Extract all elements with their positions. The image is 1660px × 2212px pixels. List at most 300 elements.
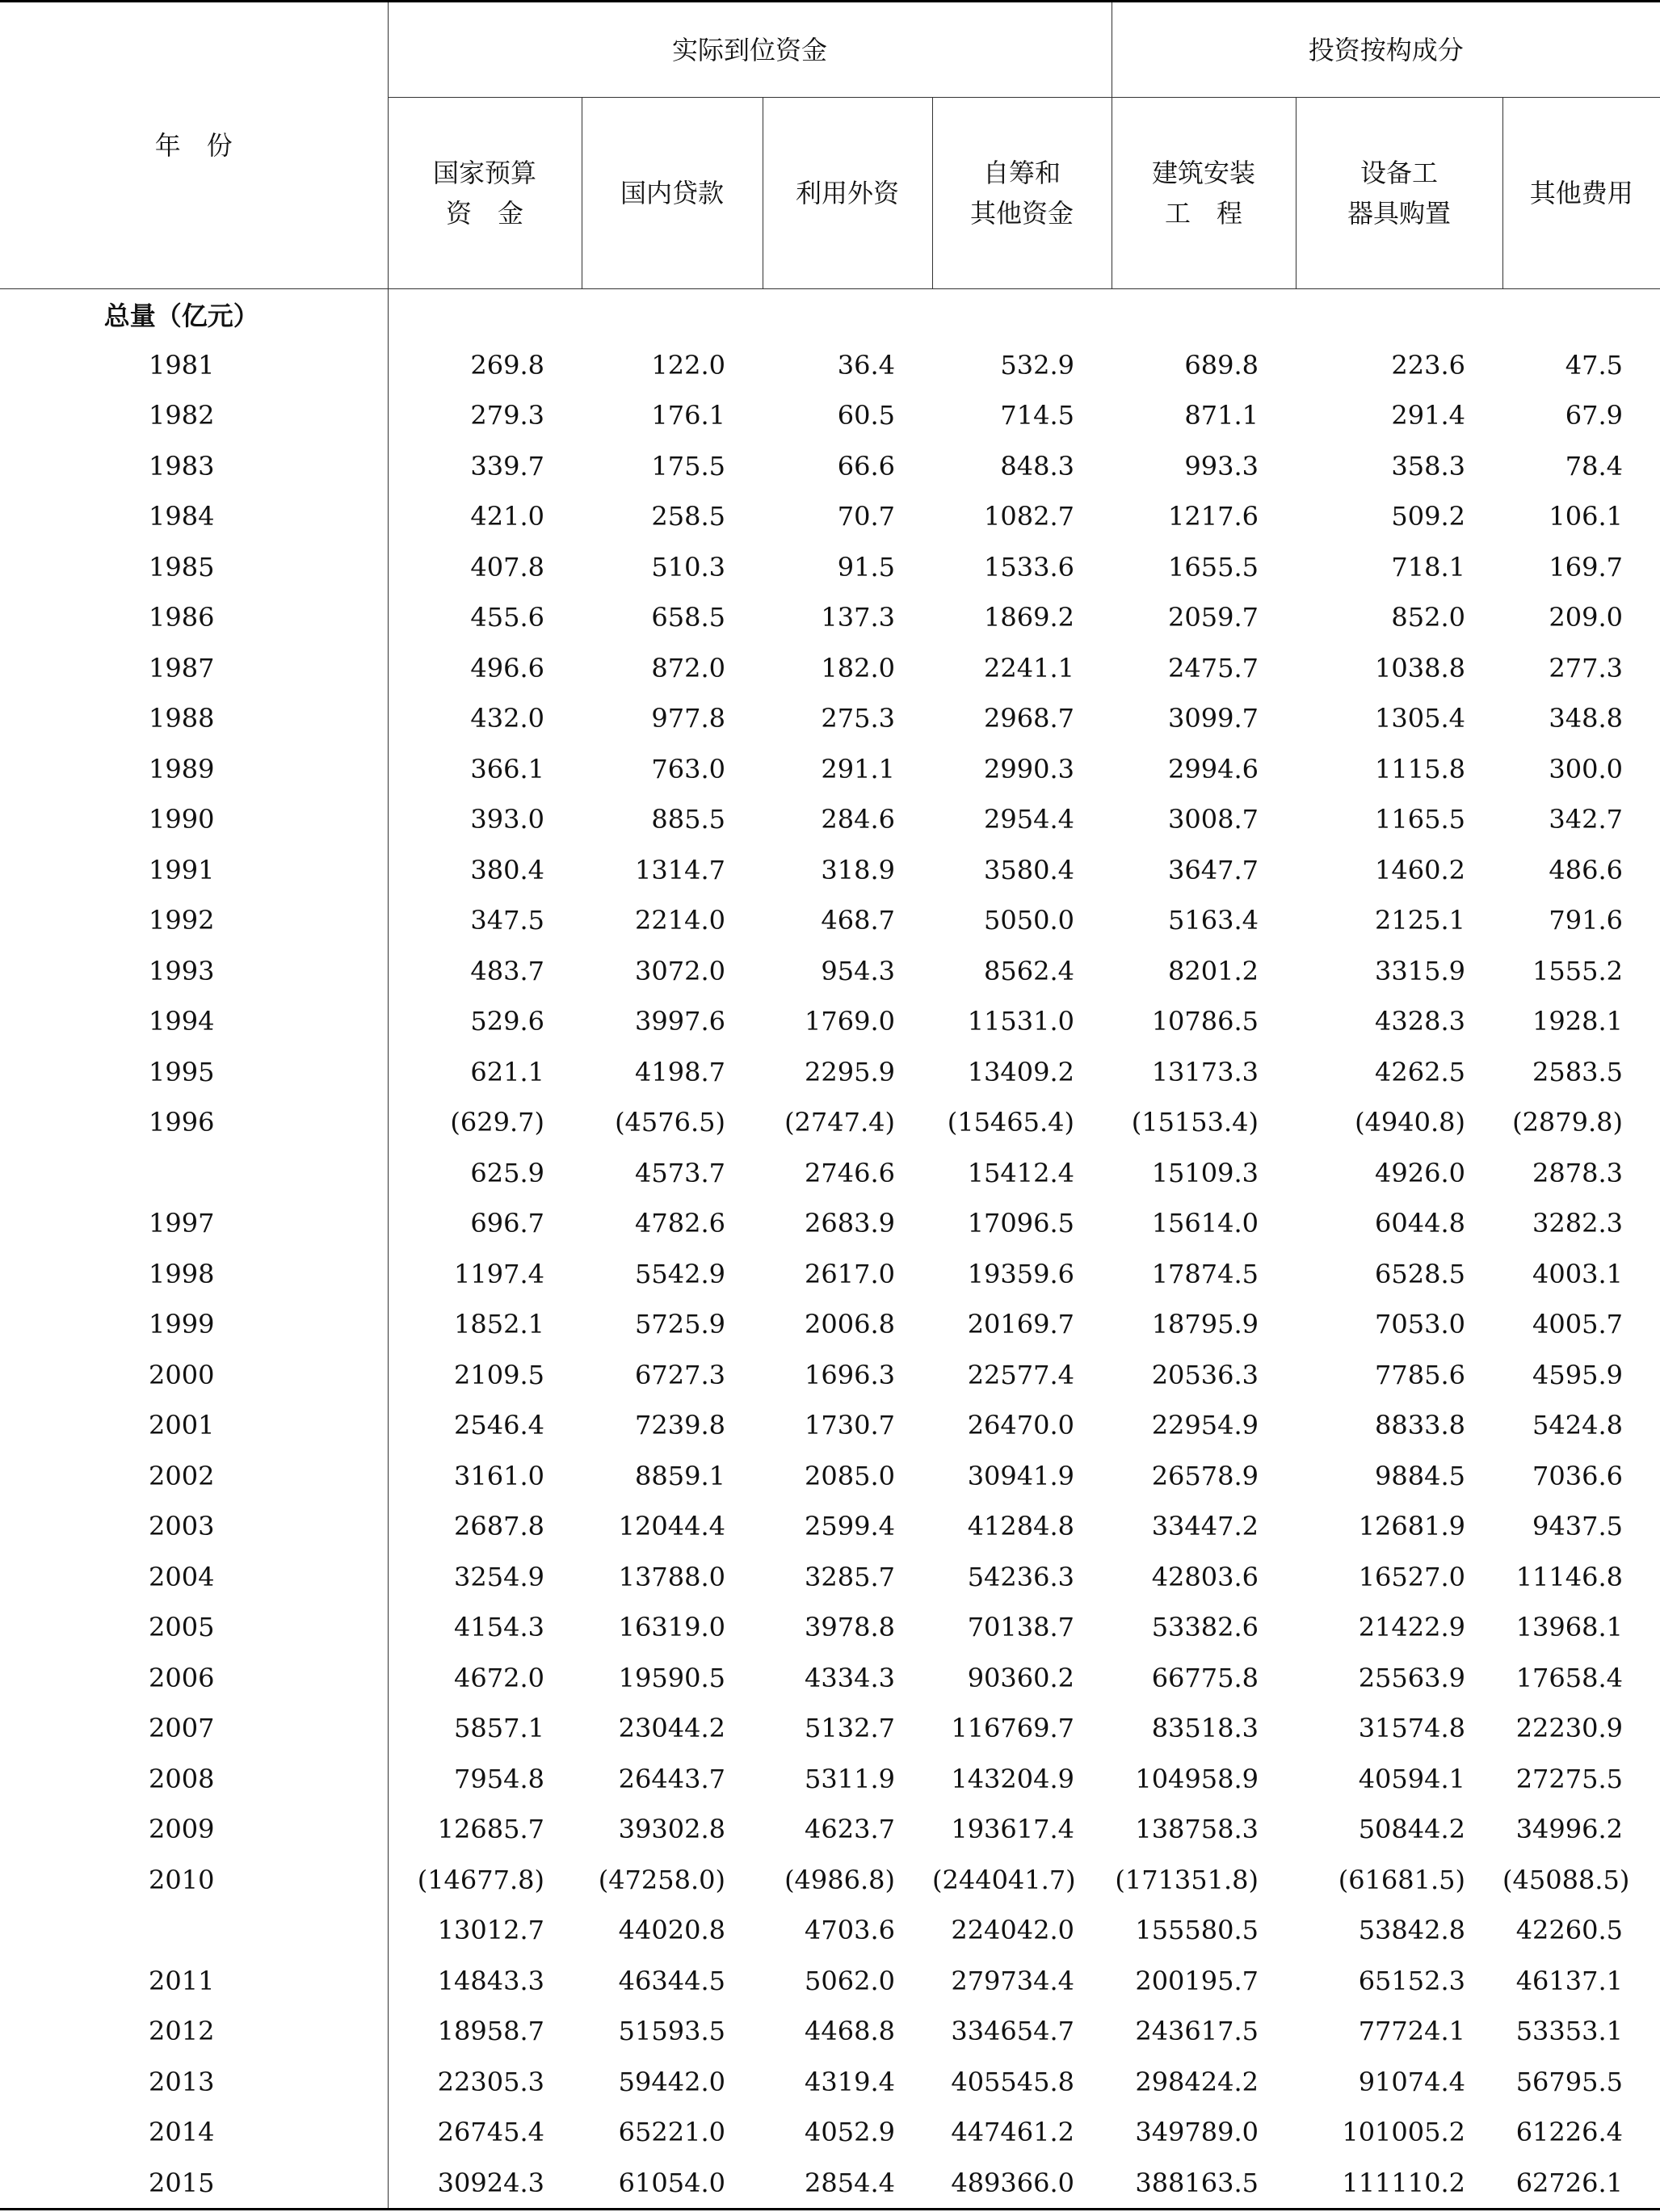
value-cell: 358.3 (1391, 450, 1466, 482)
table-row (0, 1350, 1660, 1401)
value-cell: 3254.9 (454, 1561, 544, 1592)
year-cell: 1996 (0, 1097, 388, 1148)
value-cell: 1555.2 (1532, 955, 1624, 986)
value-cell: 5857.1 (454, 1713, 544, 1744)
value-cell: 4003.1 (1532, 1258, 1624, 1289)
table-row (0, 1602, 1660, 1653)
value-cell: 2617.0 (805, 1258, 895, 1289)
value-cell: (244041.7) (932, 1864, 1076, 1895)
value-cell: 2878.3 (1532, 1157, 1624, 1188)
value-cell: 4672.0 (454, 1662, 544, 1693)
value-cell: 3282.3 (1532, 1208, 1624, 1239)
value-cell: 26578.9 (1151, 1460, 1259, 1491)
value-cell: 30941.9 (967, 1460, 1075, 1491)
value-cell: 53382.6 (1151, 1612, 1259, 1643)
column-header-line: 资 金 (445, 198, 523, 229)
value-cell: 65152.3 (1358, 1965, 1466, 1996)
value-cell: 5542.9 (635, 1258, 725, 1289)
value-cell: 2954.4 (984, 804, 1075, 835)
column-header-line: 工 程 (1165, 198, 1243, 229)
year-cell: 2015 (0, 2158, 388, 2210)
value-cell: (4576.5) (615, 1107, 725, 1138)
value-cell: 70138.7 (967, 1612, 1075, 1643)
value-cell: 1165.5 (1375, 804, 1466, 835)
value-cell: 269.8 (470, 349, 544, 381)
value-cell: 223.6 (1391, 349, 1466, 381)
value-cell: 2295.9 (805, 1056, 895, 1087)
year-cell: 1987 (0, 643, 388, 694)
value-cell: 2854.4 (805, 2167, 895, 2198)
value-cell: 347.5 (470, 905, 544, 936)
value-cell: 3647.7 (1168, 854, 1259, 885)
value-cell: 5311.9 (805, 1763, 895, 1794)
value-cell: 1314.7 (635, 854, 725, 885)
value-cell: 4319.4 (805, 2066, 895, 2097)
value-cell: 1197.4 (454, 1258, 544, 1289)
table-row (0, 946, 1660, 997)
column-header (1296, 98, 1502, 289)
value-cell: 13968.1 (1515, 1612, 1624, 1643)
value-cell: 243617.5 (1135, 2016, 1259, 2047)
value-cell: 852.0 (1391, 602, 1466, 633)
empty-cell (763, 289, 932, 340)
value-cell: 9884.5 (1375, 1460, 1466, 1491)
table-row (0, 1047, 1660, 1098)
value-cell: 468.7 (821, 905, 895, 936)
value-cell: 791.6 (1549, 905, 1624, 936)
value-cell: 6727.3 (635, 1359, 725, 1390)
value-cell: 349789.0 (1135, 2117, 1259, 2148)
value-cell: 284.6 (821, 804, 895, 835)
value-cell: 19590.5 (618, 1662, 725, 1693)
value-cell: 510.3 (651, 551, 725, 582)
value-cell: 13788.0 (618, 1561, 725, 1592)
value-cell: 56795.5 (1515, 2066, 1624, 2097)
value-cell: 1082.7 (984, 501, 1075, 532)
year-cell: 1995 (0, 1047, 388, 1098)
value-cell: 848.3 (1000, 450, 1075, 482)
column-header-line: 利用外资 (795, 178, 899, 208)
column-header-line: 国内贷款 (620, 178, 724, 208)
table-row (0, 744, 1660, 795)
value-cell: 871.1 (1184, 400, 1259, 431)
value-cell: 366.1 (470, 753, 544, 784)
value-cell: 318.9 (821, 854, 895, 885)
value-cell: 6528.5 (1375, 1258, 1466, 1289)
value-cell: 176.1 (651, 400, 725, 431)
value-cell: 54236.3 (967, 1561, 1075, 1592)
value-cell: 17096.5 (967, 1208, 1075, 1239)
value-cell: 20536.3 (1151, 1359, 1259, 1390)
value-cell: 532.9 (1000, 349, 1075, 381)
value-cell: 2994.6 (1168, 753, 1259, 784)
year-cell: 1999 (0, 1299, 388, 1350)
year-cell: 2009 (0, 1804, 388, 1855)
value-cell: (15153.4) (1131, 1107, 1259, 1138)
value-cell: 44020.8 (618, 1915, 725, 1946)
year-cell: 2000 (0, 1350, 388, 1401)
column-header (763, 98, 932, 289)
table-row (0, 996, 1660, 1047)
year-cell: 2011 (0, 1956, 388, 2007)
value-cell: 509.2 (1391, 501, 1466, 532)
value-cell: 66775.8 (1151, 1662, 1259, 1693)
value-cell: 7954.8 (454, 1763, 544, 1794)
value-cell: 12681.9 (1358, 1511, 1466, 1542)
value-cell: (2879.8) (1512, 1107, 1624, 1138)
value-cell: 17874.5 (1151, 1258, 1259, 1289)
year-cell: 1993 (0, 946, 388, 997)
value-cell: 122.0 (651, 349, 725, 381)
value-cell: 33447.2 (1151, 1511, 1259, 1542)
value-cell: 388163.5 (1135, 2167, 1259, 2198)
year-cell: 2003 (0, 1501, 388, 1552)
value-cell: 4595.9 (1532, 1359, 1624, 1390)
value-cell: 279.3 (470, 400, 544, 431)
value-cell: 8859.1 (635, 1460, 725, 1491)
value-cell: 714.5 (1000, 400, 1075, 431)
value-cell: 4154.3 (454, 1612, 544, 1643)
empty-cell (388, 289, 582, 340)
value-cell: 70.7 (837, 501, 895, 532)
value-cell: 12044.4 (618, 1511, 725, 1542)
value-cell: 42803.6 (1151, 1561, 1259, 1592)
value-cell: 291.1 (821, 753, 895, 784)
table-body (0, 289, 1660, 2210)
value-cell: 2599.4 (805, 1511, 895, 1542)
value-cell: 5050.0 (984, 905, 1075, 936)
value-cell: 432.0 (470, 703, 544, 734)
year-cell: 1998 (0, 1249, 388, 1300)
value-cell: 763.0 (651, 753, 725, 784)
value-cell: 15614.0 (1151, 1208, 1259, 1239)
value-cell: 175.5 (651, 450, 725, 482)
value-cell: 39302.8 (618, 1814, 725, 1845)
value-cell: 22954.9 (1151, 1410, 1259, 1441)
year-cell: 2012 (0, 2006, 388, 2057)
value-cell: 1869.2 (984, 602, 1075, 633)
table-row (0, 2107, 1660, 2158)
column-header (932, 98, 1112, 289)
value-cell: 137.3 (821, 602, 895, 633)
value-cell: 104958.9 (1135, 1763, 1259, 1794)
value-cell: 380.4 (470, 854, 544, 885)
table-row (0, 1804, 1660, 1855)
value-cell: 182.0 (821, 652, 895, 683)
value-cell: 4005.7 (1532, 1309, 1624, 1340)
group-header-composition: 投资按构成分 (1112, 2, 1660, 98)
value-cell: 496.6 (470, 652, 544, 683)
value-cell: 455.6 (470, 602, 544, 633)
value-cell: 106.1 (1549, 501, 1624, 532)
table-row (0, 1400, 1660, 1451)
year-cell: 1991 (0, 845, 388, 896)
value-cell: 169.7 (1549, 551, 1624, 582)
value-cell: 3978.8 (805, 1612, 895, 1643)
value-cell: 2006.8 (805, 1309, 895, 1340)
table-row (0, 1097, 1660, 1148)
value-cell: 67.9 (1565, 400, 1624, 431)
value-cell: 4198.7 (635, 1056, 725, 1087)
value-cell: 405545.8 (951, 2066, 1075, 2097)
value-cell: 621.1 (470, 1056, 544, 1087)
value-cell: 2241.1 (984, 652, 1075, 683)
value-cell: 2968.7 (984, 703, 1075, 734)
value-cell: 2683.9 (805, 1208, 895, 1239)
value-cell: 25563.9 (1358, 1662, 1466, 1693)
value-cell: 5062.0 (805, 1965, 895, 1996)
value-cell: 15412.4 (967, 1157, 1075, 1188)
value-cell: 138758.3 (1135, 1814, 1259, 1845)
value-cell: 1928.1 (1532, 1006, 1624, 1037)
year-cell: 1985 (0, 542, 388, 593)
value-cell: 46137.1 (1515, 1965, 1624, 1996)
value-cell: 16527.0 (1358, 1561, 1466, 1592)
value-cell: 348.8 (1549, 703, 1624, 734)
table-row (0, 895, 1660, 946)
year-cell: 1990 (0, 794, 388, 845)
value-cell: 4334.3 (805, 1662, 895, 1693)
value-cell: 193617.4 (951, 1814, 1075, 1845)
value-cell: 2746.6 (805, 1157, 895, 1188)
table-row (0, 845, 1660, 896)
value-cell: 20169.7 (967, 1309, 1075, 1340)
year-cell (0, 1148, 388, 1199)
table-row (0, 693, 1660, 744)
table-row (0, 1653, 1660, 1704)
table-row (0, 794, 1660, 845)
value-cell: 2475.7 (1168, 652, 1259, 683)
value-cell: 298424.2 (1135, 2066, 1259, 2097)
table-row (0, 441, 1660, 492)
value-cell: 529.6 (470, 1006, 544, 1037)
value-cell: 7785.6 (1375, 1359, 1466, 1390)
value-cell: 489366.0 (951, 2167, 1075, 2198)
value-cell: 4262.5 (1375, 1056, 1466, 1087)
year-cell: 2014 (0, 2107, 388, 2158)
value-cell: 41284.8 (967, 1511, 1075, 1542)
value-cell: 42260.5 (1515, 1915, 1624, 1946)
value-cell: 2990.3 (984, 753, 1075, 784)
year-cell: 2008 (0, 1754, 388, 1805)
value-cell: 36.4 (837, 349, 895, 381)
table-row (0, 2057, 1660, 2108)
table-row (0, 1754, 1660, 1805)
value-cell: 61226.4 (1515, 2117, 1624, 2148)
table-row (0, 1956, 1660, 2007)
value-cell: 11531.0 (967, 1006, 1075, 1037)
value-cell: 2109.5 (454, 1359, 544, 1390)
value-cell: 18958.7 (437, 2016, 544, 2047)
value-cell: 23044.2 (618, 1713, 725, 1744)
value-cell: 13012.7 (437, 1915, 544, 1946)
value-cell: 6044.8 (1375, 1208, 1466, 1239)
value-cell: 12685.7 (437, 1814, 544, 1845)
value-cell: 279734.4 (951, 1965, 1075, 1996)
value-cell: 116769.7 (951, 1713, 1075, 1744)
table-row (0, 2158, 1660, 2210)
value-cell: 59442.0 (618, 2066, 725, 2097)
value-cell: 91.5 (837, 551, 895, 582)
year-cell: 2006 (0, 1653, 388, 1704)
value-cell: 5424.8 (1532, 1410, 1624, 1441)
table-row (0, 1299, 1660, 1350)
value-cell: 5132.7 (805, 1713, 895, 1744)
value-cell: 4052.9 (805, 2117, 895, 2148)
value-cell: 3099.7 (1168, 703, 1259, 734)
year-cell: 2004 (0, 1552, 388, 1603)
section-label: 总量（亿元） (0, 289, 388, 340)
value-cell: 4468.8 (805, 2016, 895, 2047)
value-cell: 3008.7 (1168, 804, 1259, 835)
value-cell: 2125.1 (1375, 905, 1466, 936)
year-cell: 2013 (0, 2057, 388, 2108)
year-cell: 2002 (0, 1451, 388, 1502)
value-cell: 334654.7 (951, 2016, 1075, 2047)
value-cell: 91074.4 (1358, 2066, 1466, 2097)
value-cell: (2747.4) (784, 1107, 895, 1138)
value-cell: 339.7 (470, 450, 544, 482)
value-cell: (15465.4) (947, 1107, 1075, 1138)
year-cell: 1986 (0, 592, 388, 643)
column-header-line: 其他费用 (1529, 178, 1633, 208)
value-cell: (47258.0) (598, 1864, 725, 1895)
table-row (0, 1148, 1660, 1199)
value-cell: 1217.6 (1168, 501, 1259, 532)
table-row (0, 491, 1660, 542)
column-header-line: 其他资金 (970, 198, 1074, 229)
value-cell: 2687.8 (454, 1511, 544, 1542)
value-cell: 53842.8 (1358, 1915, 1466, 1946)
table-row (0, 1905, 1660, 1956)
value-cell: 277.3 (1549, 652, 1624, 683)
value-cell: 78.4 (1565, 450, 1624, 482)
value-cell: 66.6 (837, 450, 895, 482)
value-cell: 696.7 (470, 1208, 544, 1239)
column-header (388, 98, 582, 289)
value-cell: 16319.0 (618, 1612, 725, 1643)
table-row (0, 1552, 1660, 1603)
value-cell: 1460.2 (1375, 854, 1466, 885)
value-cell: 4328.3 (1375, 1006, 1466, 1037)
value-cell: 1769.0 (805, 1006, 895, 1037)
value-cell: 407.8 (470, 551, 544, 582)
value-cell: 40594.1 (1358, 1763, 1466, 1794)
value-cell: (4940.8) (1355, 1107, 1466, 1138)
table-row (0, 1501, 1660, 1552)
value-cell: 9437.5 (1532, 1511, 1624, 1542)
value-cell: 1038.8 (1375, 652, 1466, 683)
table-row (0, 1451, 1660, 1502)
value-cell: 34996.2 (1515, 1814, 1624, 1845)
value-cell: (14677.8) (417, 1864, 544, 1895)
value-cell: 143204.9 (951, 1763, 1075, 1794)
value-cell: 342.7 (1549, 804, 1624, 835)
value-cell: 77724.1 (1358, 2016, 1466, 2047)
column-header (1112, 98, 1296, 289)
value-cell: 2583.5 (1532, 1056, 1624, 1087)
table-row (0, 592, 1660, 643)
value-cell: 3997.6 (635, 1006, 725, 1037)
value-cell: 3161.0 (454, 1460, 544, 1491)
value-cell: 21422.9 (1358, 1612, 1466, 1643)
value-cell: 60.5 (837, 400, 895, 431)
table-row (0, 390, 1660, 441)
value-cell: 5163.4 (1168, 905, 1259, 936)
value-cell: 483.7 (470, 955, 544, 986)
column-header-line: 国家预算 (432, 158, 536, 188)
value-cell: 977.8 (651, 703, 725, 734)
table-row (0, 1198, 1660, 1249)
value-cell: 31574.8 (1358, 1713, 1466, 1744)
value-cell: 13173.3 (1151, 1056, 1259, 1087)
value-cell: 13409.2 (967, 1056, 1075, 1087)
value-cell: 26470.0 (967, 1410, 1075, 1441)
value-cell: 4623.7 (805, 1814, 895, 1845)
value-cell: 46344.5 (618, 1965, 725, 1996)
table-row (0, 643, 1660, 694)
value-cell: 47.5 (1565, 349, 1624, 381)
value-cell: 209.0 (1549, 602, 1624, 633)
value-cell: 4926.0 (1375, 1157, 1466, 1188)
value-cell: 83518.3 (1151, 1713, 1259, 1744)
value-cell: 2059.7 (1168, 602, 1259, 633)
year-cell: 2007 (0, 1703, 388, 1754)
value-cell: 300.0 (1549, 753, 1624, 784)
value-cell: 258.5 (651, 501, 725, 532)
value-cell: 4573.7 (635, 1157, 725, 1188)
year-cell (0, 1905, 388, 1956)
value-cell: (61681.5) (1338, 1864, 1466, 1895)
value-cell: (45088.5) (1502, 1864, 1630, 1895)
value-cell: 486.6 (1549, 854, 1624, 885)
empty-cell (932, 289, 1112, 340)
value-cell: 658.5 (651, 602, 725, 633)
value-cell: 885.5 (651, 804, 725, 835)
value-cell: 53353.1 (1515, 2016, 1624, 2047)
value-cell: 3315.9 (1375, 955, 1466, 986)
value-cell: 8833.8 (1375, 1410, 1466, 1441)
value-cell: 7036.6 (1532, 1460, 1624, 1491)
value-cell: 22230.9 (1515, 1713, 1624, 1744)
value-cell: 1730.7 (805, 1410, 895, 1441)
value-cell: 7239.8 (635, 1410, 725, 1441)
empty-cell (1112, 289, 1296, 340)
value-cell: 4703.6 (805, 1915, 895, 1946)
value-cell: 65221.0 (618, 2117, 725, 2148)
value-cell: 15109.3 (1151, 1157, 1259, 1188)
empty-cell (582, 289, 763, 340)
value-cell: 26745.4 (437, 2117, 544, 2148)
value-cell: 111110.2 (1342, 2167, 1466, 2198)
value-cell: 8562.4 (984, 955, 1075, 986)
year-cell: 1982 (0, 390, 388, 441)
value-cell: 993.3 (1184, 450, 1259, 482)
value-cell: 689.8 (1184, 349, 1259, 381)
value-cell: (629.7) (450, 1107, 544, 1138)
value-cell: 101005.2 (1342, 2117, 1466, 2148)
value-cell: 2085.0 (805, 1460, 895, 1491)
value-cell: 3285.7 (805, 1561, 895, 1592)
year-cell: 1992 (0, 895, 388, 946)
value-cell: 1655.5 (1168, 551, 1259, 582)
table-row (0, 340, 1660, 391)
year-cell: 2010 (0, 1855, 388, 1906)
column-header-line: 设备工 (1360, 158, 1439, 188)
value-cell: 1305.4 (1375, 703, 1466, 734)
year-cell: 1988 (0, 693, 388, 744)
value-cell: 954.3 (821, 955, 895, 986)
